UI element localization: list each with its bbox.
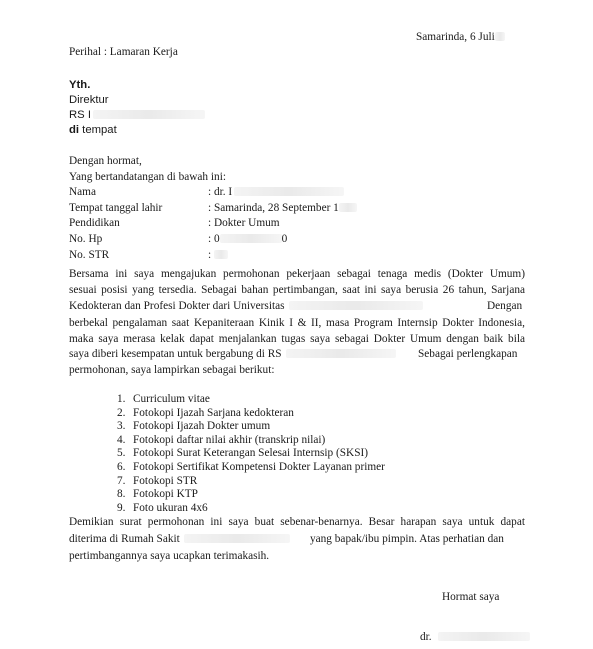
body-line-5: maka saya merasa kelak dapat menjalankan tugas saya sebagai Dokter Umum dengan baik bila: [69, 333, 525, 345]
attachments-list: [117, 393, 385, 515]
identity-value-phone: [208, 232, 287, 246]
attachment-text: Fotokopi daftar nilai akhir (transkrip nilai): [133, 433, 326, 446]
body-line-3: [69, 299, 423, 313]
signature-regards: Hormat saya: [442, 591, 500, 603]
list-item: 7. Fotokopi STR: [117, 474, 198, 487]
list-item: 5. Fotokopi Surat Keterangan Selesai Internsip (SKSI): [117, 447, 368, 460]
recipient-title: Direktur: [69, 94, 109, 106]
greeting: Dengan hormat,: [69, 155, 142, 167]
intro-line: Yang bertandatangan di bawah ini:: [69, 171, 226, 183]
attachment-text: Fotokopi Sertifikat Kompetensi Dokter Layanan primer: [133, 460, 385, 473]
body-line-6-right: Sebagai perlengkapan: [418, 348, 518, 360]
closing-line-3: pertimbangannya saya ucapkan terimakasih.: [69, 550, 270, 562]
redacted-university: [289, 301, 423, 310]
body-line-2: sesuai posisi yang tersedia. Sebagai bahan pertimbangan, saat ini saya berusia 26 tahun, Sarjana: [69, 284, 525, 296]
identity-label-birth: Tempat tanggal lahir: [69, 202, 163, 214]
list-item: 4. Fotokopi daftar nilai akhir (transkrip nilai): [117, 433, 326, 446]
identity-value-name: [208, 185, 344, 199]
name-value: : dr. I: [208, 186, 233, 198]
signature-name: [420, 630, 530, 644]
list-item: 3. Fotokopi Ijazah Dokter umum: [117, 420, 271, 433]
closing-line-1: Demikian surat permohonan ini saya buat sebenar-benarnya. Besar harapan saya untuk dapat: [69, 516, 525, 528]
redacted-signature-name: [438, 632, 530, 641]
redacted-str: [214, 250, 228, 259]
list-item: 8. Fotokopi KTP: [117, 488, 198, 501]
identity-value-birth: [208, 201, 357, 215]
str-value: :: [208, 249, 214, 261]
attachment-text: Fotokopi STR: [133, 474, 198, 487]
letter-subject: Perihal : Lamaran Kerja: [69, 46, 178, 58]
birth-value: : Samarinda, 28 September 1: [208, 202, 339, 214]
attachment-text: Fotokopi Surat Keterangan Selesai Internsip (SKSI): [133, 447, 368, 460]
phone-value: : 0: [208, 233, 220, 245]
letter-date: [416, 30, 505, 44]
attachment-text: Fotokopi Ijazah Dokter umum: [133, 420, 271, 433]
body-line-4: berbekal pengalaman saat Kepaniteraan Kinik I & II, masa Program Internsip Dokter Indonesia,: [69, 317, 525, 329]
recipient-company: [69, 108, 205, 122]
closing-line-2-start: [69, 532, 290, 546]
closing-line-2-end: yang bapak/ibu pimpin. Atas perhatian dan: [310, 533, 504, 545]
identity-value-str: [208, 248, 228, 262]
redacted-birth-year: [339, 203, 357, 212]
company-text: RS I: [69, 109, 91, 121]
list-item: 1. Curriculum vitae: [117, 393, 210, 405]
redacted-company: [93, 110, 205, 119]
redacted-hospital: [286, 349, 396, 358]
attachment-text: Foto ukuran 4x6: [133, 501, 208, 514]
redacted-phone: [220, 234, 282, 243]
list-item: 9. Foto ukuran 4x6: [117, 501, 208, 514]
body-line-6-text: saya diberi kesempatan untuk bergabung di RS: [69, 348, 282, 360]
body-line-6: [69, 347, 396, 361]
redacted-hospital-2: [184, 534, 290, 543]
place-text: tempat: [79, 124, 117, 136]
identity-value-education: : Dokter Umum: [208, 217, 280, 229]
identity-label-phone: No. Hp: [69, 233, 103, 245]
identity-label-education: Pendidikan: [69, 217, 120, 229]
body-line-7: permohonan, saya lampirkan sebagai berikut:: [69, 364, 275, 376]
body-line-3-text: Kedokteran dan Profesi Dokter dari Universitas: [69, 300, 285, 312]
place-bold: di: [69, 124, 80, 136]
recipient-place: [69, 123, 117, 137]
identity-label-str: No. STR: [69, 249, 110, 261]
attachment-text: Curriculum vitae: [133, 393, 210, 405]
body-line-3-right: Dengan: [487, 300, 523, 312]
closing-line-2a: diterima di Rumah Sakit: [69, 533, 180, 545]
attachment-text: Fotokopi KTP: [133, 488, 198, 501]
identity-label-name: Nama: [69, 186, 96, 198]
attachment-text: Fotokopi Ijazah Sarjana kedokteran: [133, 406, 294, 419]
phone-suffix: 0: [281, 233, 288, 245]
list-item: 2. Fotokopi Ijazah Sarjana kedokteran: [117, 406, 294, 419]
body-line-1: Bersama ini saya mengajukan permohonan pekerjaan sebagai tenaga medis (Dokter Umum): [69, 268, 525, 280]
list-item: 6. Fotokopi Sertifikat Kompetensi Dokter Layanan primer: [117, 460, 385, 473]
signature-title: dr.: [420, 631, 432, 643]
redacted-year: [495, 32, 505, 41]
date-text: Samarinda, 6 Juli: [416, 31, 495, 43]
redacted-name: [234, 187, 344, 196]
recipient-salutation: Yth.: [69, 79, 91, 91]
